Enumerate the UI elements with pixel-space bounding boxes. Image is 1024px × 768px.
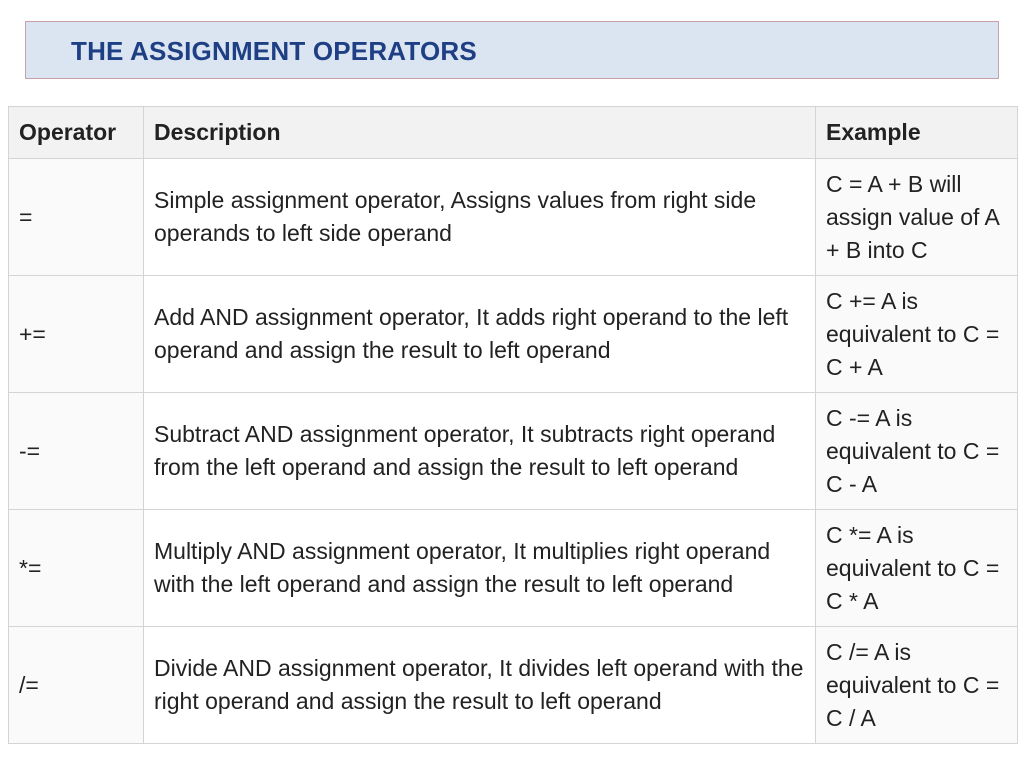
assignment-operators-table	[8, 106, 1018, 744]
operator-cell: -=	[9, 393, 144, 510]
example-cell: C -= A is equivalent to C = C - A	[816, 393, 1018, 510]
table-row	[9, 276, 1018, 393]
page-title: THE ASSIGNMENT OPERATORS	[71, 36, 477, 66]
table-row	[9, 510, 1018, 627]
description-cell: Divide AND assignment operator, It divides left operand with the right operand and assign the result to left operand	[144, 627, 816, 744]
example-cell: C *= A is equivalent to C = C * A	[816, 510, 1018, 627]
table-row	[9, 159, 1018, 276]
operator-cell: /=	[9, 627, 144, 744]
title-banner	[25, 21, 999, 79]
description-cell: Subtract AND assignment operator, It subtracts right operand from the left operand and assign the result to left operand	[144, 393, 816, 510]
operator-cell: *=	[9, 510, 144, 627]
table-row	[9, 393, 1018, 510]
operator-cell: +=	[9, 276, 144, 393]
table-row	[9, 627, 1018, 744]
operator-cell: =	[9, 159, 144, 276]
description-cell: Simple assignment operator, Assigns values from right side operands to left side operand	[144, 159, 816, 276]
description-cell: Add AND assignment operator, It adds right operand to the left operand and assign the result to left operand	[144, 276, 816, 393]
description-column-header: Description	[144, 107, 816, 159]
example-cell: C += A is equivalent to C = C + A	[816, 276, 1018, 393]
example-cell: C /= A is equivalent to C = C / A	[816, 627, 1018, 744]
example-column-header: Example	[816, 107, 1018, 159]
table-header-row	[9, 107, 1018, 159]
operator-column-header: Operator	[9, 107, 144, 159]
description-cell: Multiply AND assignment operator, It multiplies right operand with the left operand and assign the result to left operand	[144, 510, 816, 627]
example-cell: C = A + B will assign value of A + B into C	[816, 159, 1018, 276]
